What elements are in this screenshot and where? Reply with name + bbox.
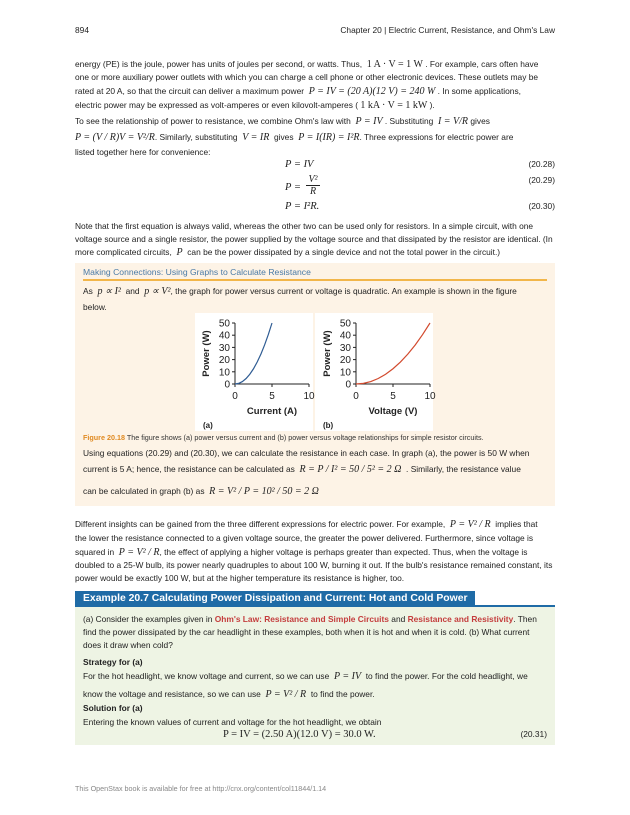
panel-label: (a) — [203, 421, 213, 430]
equation-20-29 — [75, 174, 555, 200]
y-tick-label: 20 — [339, 355, 351, 367]
caption-label: Figure 20.18 — [83, 433, 125, 442]
text: (a) Consider the examples given in — [83, 614, 213, 624]
example-box — [75, 607, 555, 745]
y-tick-label: 40 — [339, 330, 351, 342]
figure-caption — [83, 431, 484, 444]
fraction-denominator: R — [309, 186, 317, 197]
text: . Similarly, the resistance value — [406, 464, 521, 474]
y-tick-label: 50 — [339, 318, 351, 330]
ohm-paragraph — [75, 115, 555, 159]
math: 1 A · V = 1 W — [366, 59, 423, 70]
equation-number: (20.31) — [520, 729, 547, 739]
math: P = (V / R)V = V²/R — [75, 132, 155, 143]
x-tick-label: 10 — [424, 391, 436, 402]
math: P — [176, 247, 183, 258]
x-tick-label: 5 — [390, 391, 396, 402]
y-tick-label: 10 — [218, 367, 230, 379]
text: gives — [273, 132, 294, 142]
text: As — [83, 286, 93, 296]
eq-rhs: IV — [303, 159, 314, 170]
x-tick-label: 5 — [269, 391, 275, 402]
text: current is 5 A; hence, the resistance can be calculated as — [83, 464, 295, 474]
text: doubled to a 25-W bulb, its power nearly quadruples to about 100 W, burning it out. If the bulb's resistance remained constant, its — [75, 560, 553, 570]
text: Using equations (20.29) and (20.30), we can calculate the resistance in each case. In graph (a), the power is 50 W when — [83, 448, 530, 458]
making-connections-box — [75, 263, 555, 506]
y-tick-label: 50 — [218, 318, 230, 330]
link-resistance-resistivity[interactable]: Resistance and Resistivity — [407, 614, 514, 624]
x-tick-label: 10 — [303, 391, 315, 402]
text: . Similarly, substituting — [154, 132, 238, 142]
text: implies that — [495, 519, 538, 529]
example-heading: Example 20.7 Calculating Power Dissipation and Current: Hot and Cold Power — [75, 591, 475, 607]
equation-number: (20.28) — [528, 159, 555, 169]
text: , the effect of applying a higher voltage is perhaps greater than expected. Thus, when the voltage is — [159, 547, 528, 557]
eq-lhs: P = — [285, 201, 301, 212]
x-axis-label: Voltage (V) — [368, 406, 418, 417]
panel-label: (b) — [323, 421, 334, 430]
y-tick-label: 0 — [224, 379, 230, 391]
y-axis-label: Power (W) — [322, 330, 333, 377]
box-title: Making Connections: Using Graphs to Calculate Resistance — [83, 267, 311, 277]
text: voltage source and a single resistor, the power supplied by the voltage source and that dissipated by the resistor are identical. (In — [75, 234, 553, 244]
text: Note that the first equation is always valid, whereas the other two can be used only for resistors. In a simple circuit, with one — [75, 221, 534, 231]
math: P = I(IR) = I²R — [298, 132, 360, 143]
math: P = V² / R — [449, 519, 491, 530]
text: to find the power. For the cold headlight, we — [365, 671, 528, 681]
equation-20-28 — [75, 158, 555, 174]
x-axis-label: Current (A) — [246, 406, 298, 417]
math: p ∝ I² — [97, 286, 121, 297]
math: R = P / I² = 50 / 5² = 2 Ω — [299, 464, 402, 475]
text: . In some applications, — [437, 86, 521, 96]
text: . Then — [513, 614, 537, 624]
caption-text: The figure shows (a) power versus current and (b) power versus voltage relationships for simple resistor circuits. — [126, 433, 484, 442]
solution-equation: P = IV = (2.50 A)(12.0 V) = 30.0 W. — [223, 729, 376, 740]
box-intro — [83, 285, 547, 314]
text: power would be exactly 100 W, but at the higher temperature its resistance is higher, too. — [75, 573, 405, 583]
strategy-text — [83, 670, 549, 701]
math: P = V² / R — [265, 689, 307, 700]
math: I = V/R — [437, 116, 469, 127]
math: P = V² / R — [118, 547, 160, 558]
y-tick-label: 40 — [218, 330, 230, 342]
text: For the hot headlight, we know voltage and current, so we can use — [83, 671, 330, 681]
text: can be the power dissipated by a single device and not the total power in the circuit.) — [187, 247, 501, 257]
math: 1 kA · V = 1 kW — [360, 100, 428, 111]
page-number: 894 — [75, 25, 89, 35]
text: squared in — [75, 547, 115, 557]
text: below. — [83, 302, 107, 312]
y-tick-label: 30 — [339, 342, 351, 354]
equation-number: (20.29) — [528, 175, 555, 185]
text: electric power may be expressed as volt-amperes or even kilovolt-amperes ( — [75, 100, 359, 110]
math: V = IR — [242, 132, 270, 143]
math: P = IV — [333, 671, 362, 682]
text: and — [125, 286, 140, 296]
x-tick-label: 0 — [232, 391, 238, 402]
intro-paragraph — [75, 58, 555, 112]
link-ohms-law[interactable]: Ohm's Law: Resistance and Simple Circuits — [214, 614, 389, 624]
note-paragraph — [75, 220, 555, 259]
figure-20-18 — [75, 311, 555, 435]
text: more complicated circuits, — [75, 247, 172, 257]
text: can be calculated in graph (b) as — [83, 486, 205, 496]
eq-lhs: P = — [285, 159, 301, 170]
y-tick-label: 30 — [218, 342, 230, 354]
equation-20-30 — [75, 200, 555, 216]
box-resistance-text — [83, 447, 549, 498]
text: . For example, cars often have — [425, 59, 539, 69]
footer: This OpenStax book is available for free at http://cnx.org/content/col11844/1.14 — [75, 784, 327, 793]
text: know the voltage and resistance, so we can use — [83, 689, 261, 699]
text: . Three expressions for electric power are — [359, 132, 514, 142]
text: find the power dissipated by the car headlight in these examples, both when it is hot and when it is cold. (b) What current — [83, 627, 530, 637]
text: and — [391, 614, 406, 624]
text: ). — [429, 100, 435, 110]
y-tick-label: 0 — [345, 379, 351, 391]
math: P = IV — [355, 116, 383, 127]
text: energy (PE) is the joule, power has units of joules per second, or watts. Thus, — [75, 59, 363, 69]
text: To see the relationship of power to resistance, we combine Ohm's law with — [75, 116, 351, 126]
y-axis-label: Power (W) — [201, 330, 212, 377]
y-tick-label: 10 — [339, 367, 351, 379]
example-question — [83, 613, 549, 652]
text: one or more auxiliary power outlets with which you can charge a cell phone or other electronic devices. These outlets may be — [75, 72, 539, 82]
text: . Substituting — [384, 116, 434, 126]
text: to find the power. — [310, 689, 375, 699]
solution-text: Entering the known values of current and voltage for the hot headlight, we obtain — [83, 717, 382, 727]
x-tick-label: 0 — [353, 391, 359, 402]
text: , the graph for power versus current or voltage is quadratic. An example is shown in the figure — [170, 286, 517, 296]
text: the lower the resistance connected to a given voltage source, the greater the power delivered. Furthermore, since voltage is — [75, 533, 534, 543]
box-title-rule — [83, 279, 547, 281]
y-tick-label: 20 — [218, 355, 230, 367]
text: listed together here for convenience: — [75, 147, 211, 157]
text: does it draw when cold? — [83, 640, 173, 650]
text: gives — [470, 116, 490, 126]
strategy-title: Strategy for (a) — [83, 657, 143, 667]
equation-number: (20.30) — [528, 201, 555, 211]
eq-rhs: I²R. — [303, 201, 320, 212]
eq-lhs: P = — [285, 182, 301, 193]
insights-paragraph — [75, 518, 555, 585]
chapter-title: Chapter 20 | Electric Current, Resistance, and Ohm's Law — [340, 25, 555, 35]
math: P = IV = (20 A)(12 V) = 240 W — [308, 86, 436, 97]
text: rated at 20 A, so that the circuit can deliver a maximum power — [75, 86, 305, 96]
fraction-numerator: V² — [306, 174, 320, 186]
math: R = V² / P = 10² / 50 = 2 Ω — [209, 486, 319, 497]
math: p ∝ V² — [144, 286, 171, 297]
solution-title: Solution for (a) — [83, 703, 143, 713]
text: Different insights can be gained from the three different expressions for electric power. For example, — [75, 519, 446, 529]
